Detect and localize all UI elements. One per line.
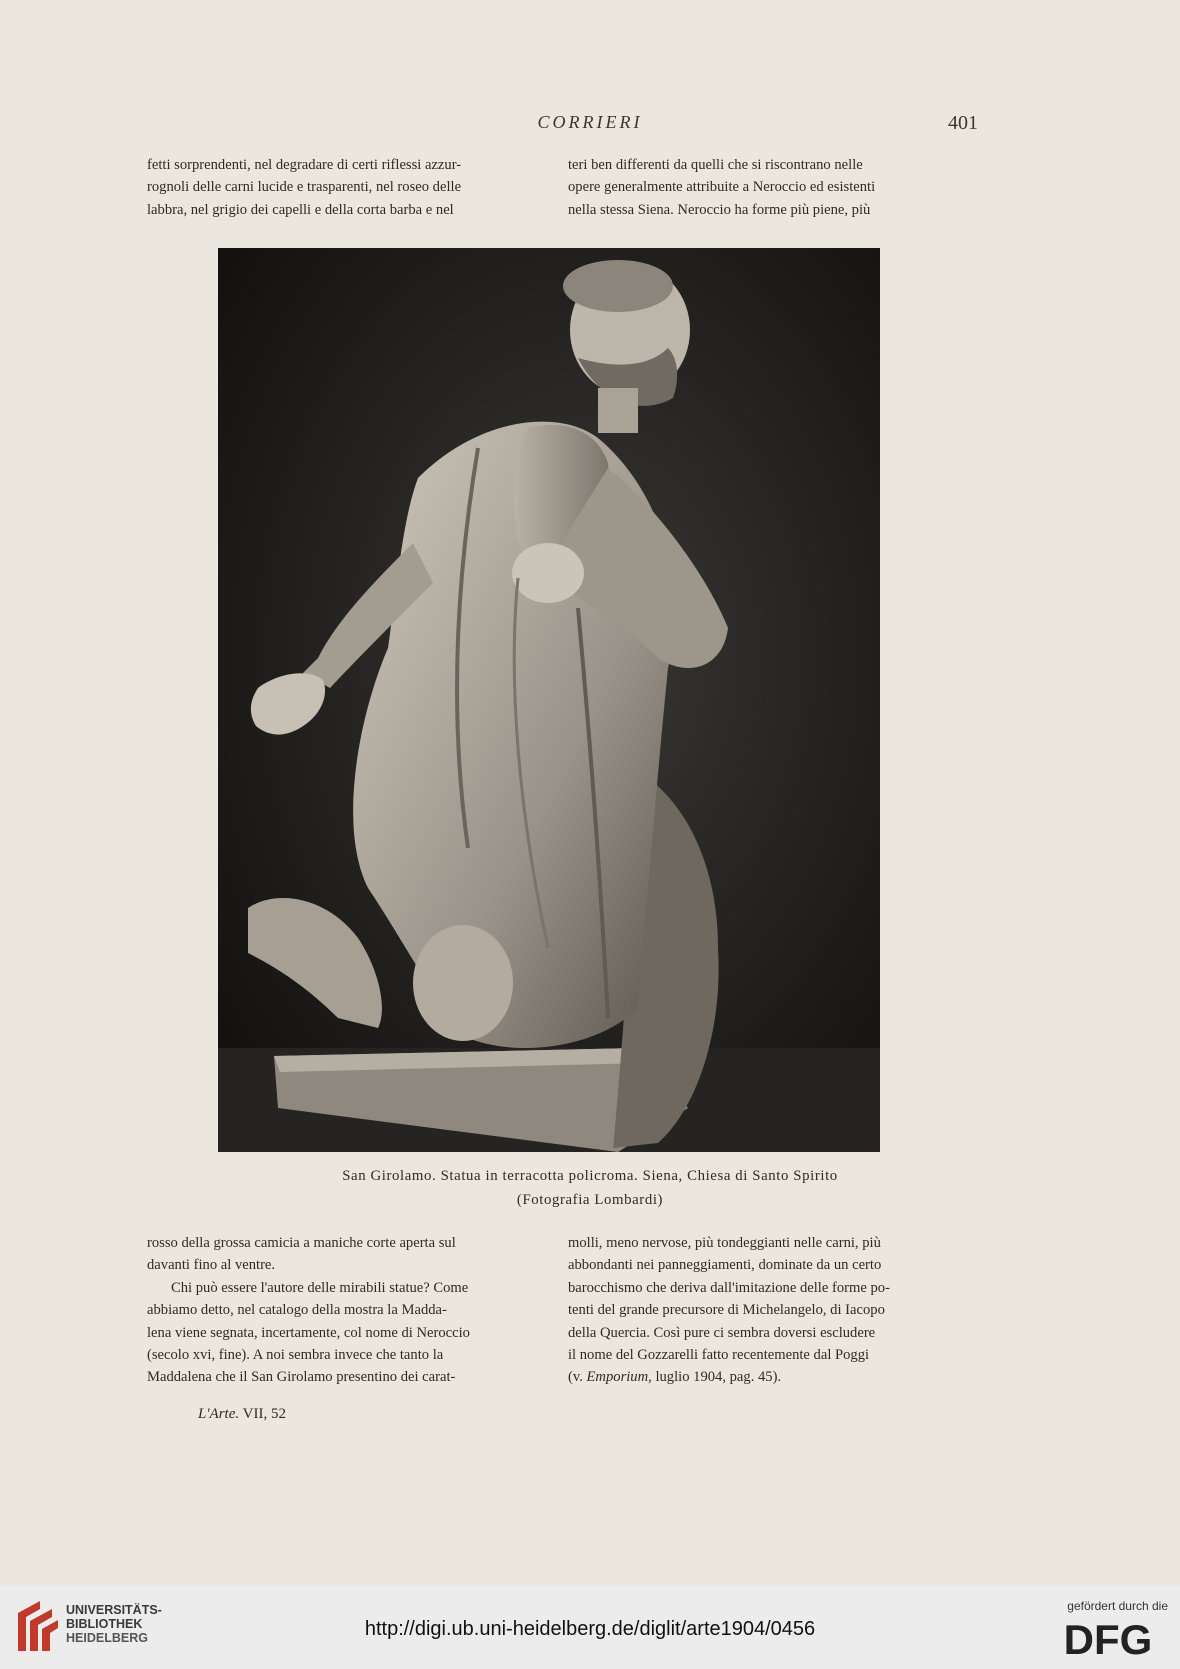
text-line: (secolo xvi, fine). A noi sembra invece che tanto la [147, 1347, 444, 1364]
figure-credit: (Fotografia Lombardi) [516, 1192, 664, 1208]
journal-signature [198, 1406, 286, 1423]
dfg-logo-text: DFG [1063, 1618, 1153, 1658]
library-line: BIBLIOTHEK [66, 1617, 143, 1631]
text-column-bottom-right [568, 1232, 966, 1389]
text-line: barocchismo che deriva dall'imitazione delle forme po- [568, 1279, 890, 1296]
text-line: davanti fino al ventre. [147, 1257, 276, 1274]
text-column-top-right [568, 154, 966, 221]
text-line: tenti del grande precursore di Michelangelo, di Iacopo [568, 1302, 885, 1319]
journal-volume: VII, 52 [239, 1406, 286, 1422]
text-line: della Quercia. Così pure ci sembra doversi escludere [568, 1324, 876, 1341]
source-url-link[interactable]: http://digi.ub.uni-heidelberg.de/diglit/arte1904/0456 [364, 1618, 816, 1640]
text-line-final [568, 1366, 966, 1388]
text-line: fetti sorprendenti, nel degradare di certi riflessi azzur- [147, 157, 462, 173]
text-line: abbiamo detto, nel catalogo della mostra la Madda- [147, 1302, 447, 1319]
text-line: il nome del Gozzarelli fatto recentemente dal Poggi [568, 1347, 870, 1364]
text-line: nella stessa Siena. Neroccio ha forme più piene, più [568, 201, 871, 218]
library-line: HEIDELBERG [66, 1631, 148, 1645]
citation-prefix: (v. [568, 1369, 587, 1386]
digitization-footer [0, 1585, 1180, 1669]
text-column-top-left [147, 154, 547, 221]
journal-name: L'Arte. [198, 1406, 240, 1422]
text-line: molli, meno nervose, più tondeggianti nelle carni, più [568, 1235, 881, 1251]
figure-caption: San Girolamo. Statua in terracotta policroma. Siena, Chiesa di Santo Spirito [342, 1168, 838, 1184]
citation-suffix: luglio 1904, pag. 45). [651, 1369, 782, 1386]
text-line: lena viene segnata, incertamente, col nome di Neroccio [147, 1324, 470, 1341]
text-line: teri ben differenti da quelli che si riscontrano nelle [568, 157, 863, 173]
dfg-logo-icon [1048, 1618, 1168, 1658]
statue-photograph [218, 248, 880, 1152]
text-line: Maddalena che il San Girolamo presentino dei carat- [147, 1369, 456, 1386]
page-number: 401 [948, 112, 978, 134]
text-line: labbra, nel grigio dei capelli e della corta barba e nel [147, 201, 454, 218]
text-line: rognoli delle carni lucide e trasparenti, nel roseo delle [147, 179, 462, 196]
library-line: UNIVERSITÄTS- [66, 1603, 162, 1617]
funder-label: gefördert durch die [1067, 1599, 1168, 1613]
text-line: rosso della grossa camicia a maniche corte aperta sul [147, 1235, 456, 1251]
citation-journal: Emporium, [586, 1369, 652, 1386]
text-line: Chi può essere l'autore delle mirabili statue? Come [171, 1279, 469, 1296]
text-column-bottom-left [147, 1232, 547, 1389]
statue-illustration [218, 248, 880, 1152]
text-line: abbondanti nei panneggiamenti, dominate da un certo [568, 1257, 882, 1274]
running-header-title: CORRIERI [537, 112, 643, 132]
text-line: opere generalmente attribuite a Neroccio ed esistenti [568, 179, 876, 196]
